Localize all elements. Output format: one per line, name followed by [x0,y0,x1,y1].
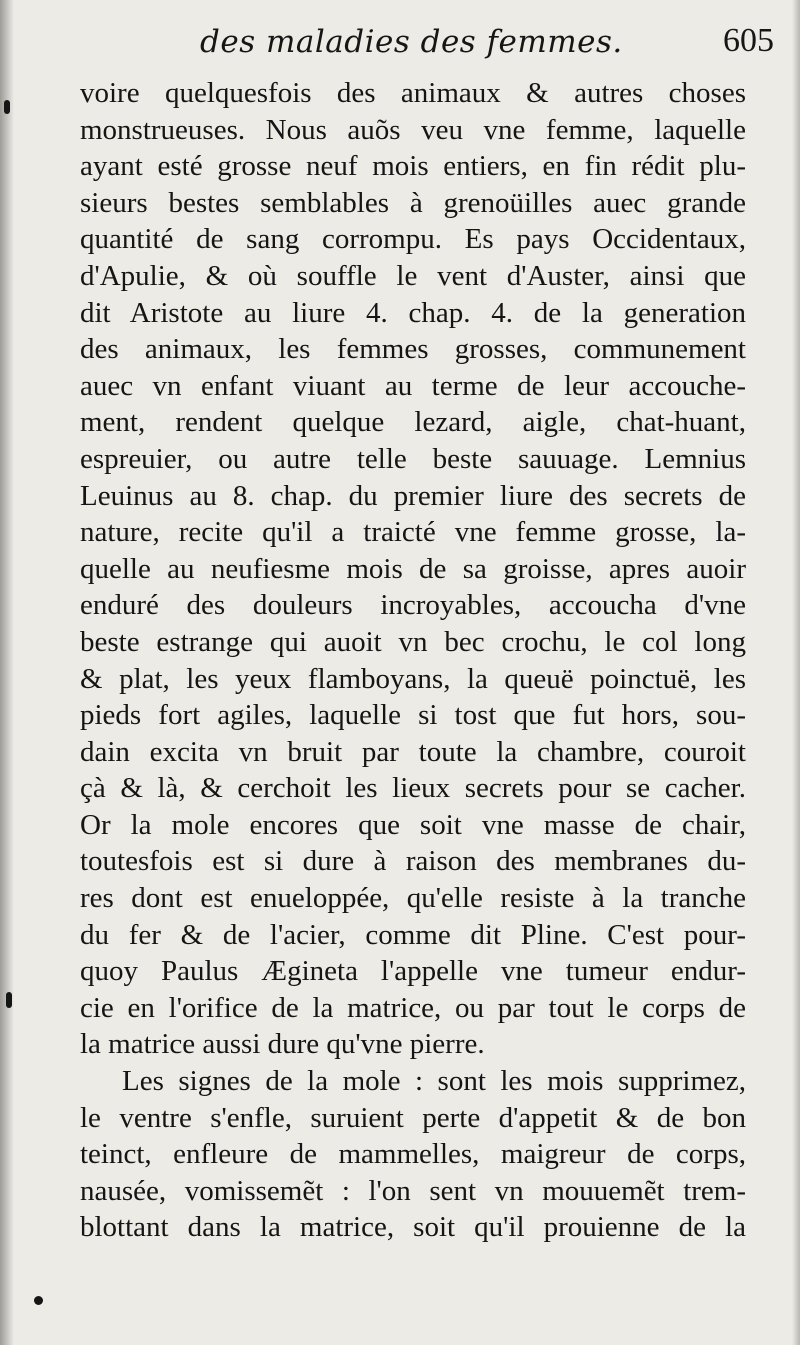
text-line: enduré des douleurs incroyables, accoucha d'vne [80,589,746,622]
running-title: des maladies des femmes. [200,24,623,60]
text-line: quelle au neufiesme mois de sa groisse, apres auoir [80,552,746,585]
text-line: & plat, les yeux flamboyans, la queuë poinctuë, les [80,662,746,695]
text-line: blottant dans la matrice, soit qu'il prouienne de la [80,1211,746,1244]
page-header [0,20,800,70]
text-line: dain excita vn bruit par toute la chambre, couroit [80,735,746,768]
text-line: nature, recite qu'il a traicté vne femme grosse, la- [80,516,746,549]
gutter-shadow [0,0,14,1345]
body-text [80,75,746,1246]
text-line: du fer & de l'acier, comme dit Pline. C'est pour- [80,918,746,951]
text-line: çà & là, & cerchoit les lieux secrets pour se cacher. [80,772,746,805]
text-line: toutesfois est si dure à raison des membranes du- [80,845,746,878]
ink-blemish [34,1296,43,1305]
text-line: dit Aristote au liure 4. chap. 4. de la generation [80,296,746,329]
page-edge [792,0,800,1345]
text-line: ayant esté grosse neuf mois entiers, en fin rédit plu- [80,150,746,183]
text-line: quoy Paulus Ægineta l'appelle vne tumeur endur- [80,955,746,988]
text-line: ment, rendent quelque lezard, aigle, chat-huant, [80,406,746,439]
text-line: espreuier, ou autre telle beste sauuage. Lemnius [80,442,746,475]
ink-blemish [4,100,10,114]
text-line: pieds fort agiles, laquelle si tost que fut hors, sou- [80,699,746,732]
text-line: Or la mole encores que soit vne masse de chair, [80,808,746,841]
text-line: monstrueuses. Nous auõs veu vne femme, laquelle [80,113,746,146]
text-line: la matrice aussi dure qu'vne pierre. [80,1028,485,1061]
page-number: 605 [723,22,774,59]
text-line: cie en l'orifice de la matrice, ou par tout le corps de [80,991,746,1024]
text-line: res dont est enueloppée, qu'elle resiste à la tranche [80,882,746,915]
text-line: nausée, vomissemẽt : l'on sent vn mouuemẽt trem- [80,1174,746,1207]
text-line: des animaux, les femmes grosses, communement [80,333,746,366]
text-line: auec vn enfant viuant au terme de leur accouche- [80,369,746,402]
text-line: voire quelquesfois des animaux & autres choses [80,77,746,109]
text-line: sieurs bestes semblables à grenoüilles auec grande [80,186,746,219]
text-line: quantité de sang corrompu. Es pays Occidentaux, [80,223,746,256]
text-line: Leuinus au 8. chap. du premier liure des secrets de [80,479,746,512]
ink-blemish [6,992,12,1008]
paragraph-first-line: Les signes de la mole : sont les mois supprimez, [122,1065,746,1098]
text-line: beste estrange qui auoit vn bec crochu, le col long [80,625,746,658]
text-line: le ventre s'enfle, suruient perte d'appetit & de bon [80,1101,746,1134]
text-line: teinct, enfleure de mammelles, maigreur de corps, [80,1138,746,1171]
text-line: d'Apulie, & où souffle le vent d'Auster, ainsi que [80,259,746,292]
